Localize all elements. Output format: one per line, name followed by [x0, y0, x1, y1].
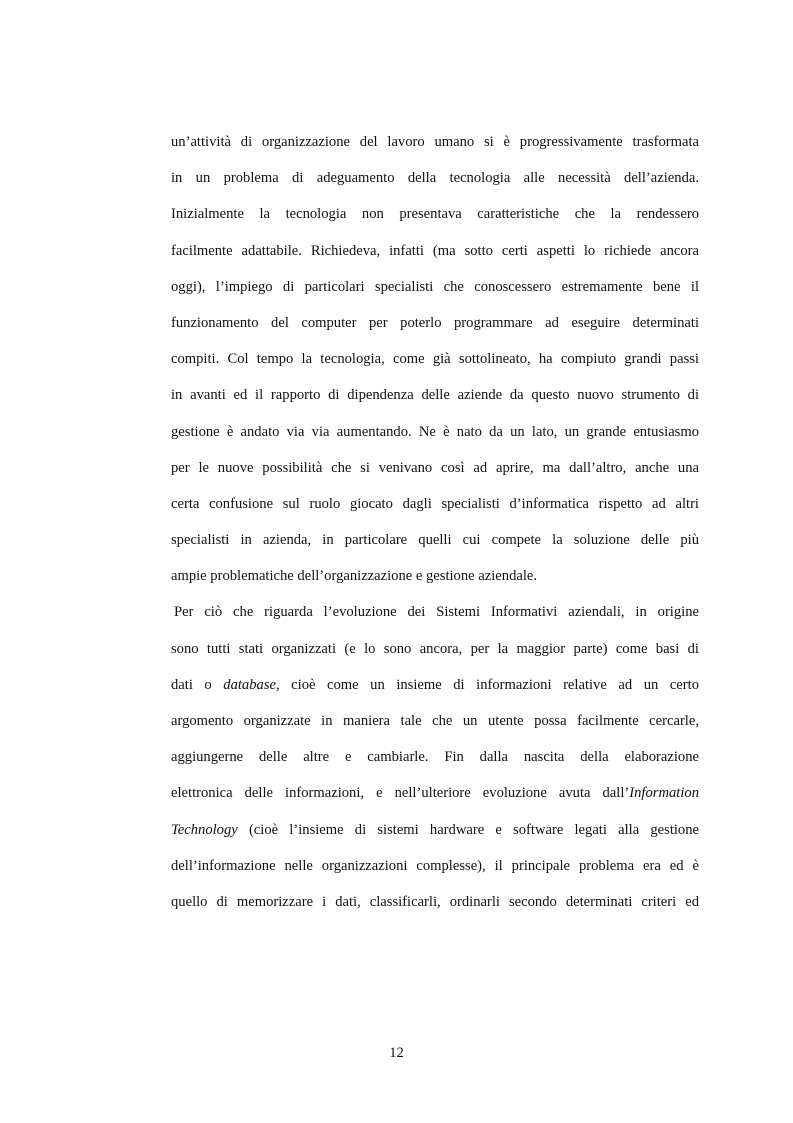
text-line: facilmente adattabile. Richiedeva, infatti (ma sotto certi aspetti lo richiede ancora [171, 242, 699, 259]
text-line: Inizialmente la tecnologia non presentava caratteristiche che la rendessero [171, 206, 699, 223]
text-line: certa confusione sul ruolo giocato dagli specialisti d’informatica rispetto ad altri [171, 495, 699, 512]
text-line: per le nuove possibilità che si venivano così ad aprire, ma dall’altro, anche una [171, 459, 699, 476]
paragraph-end-line: ampie problematiche dell’organizzazione e gestione aziendale. [171, 568, 538, 585]
text-line: dell’informazione nelle organizzazioni complesse), il principale problema era ed è [171, 857, 699, 874]
text-line: in avanti ed il rapporto di dipendenza delle aziende da questo nuovo strumento di [171, 387, 699, 404]
text-segment: (cioè l’insieme di sistemi hardware e software legati alla gestione [237, 821, 699, 838]
paragraph-start-line: Per ciò che riguarda l’evoluzione dei Sistemi Informativi aziendali, in origine [174, 604, 699, 621]
text-line-technology [171, 816, 699, 852]
text-line: quello di memorizzare i dati, classificarli, ordinarli secondo determinati criteri ed [171, 893, 699, 910]
emphasis-information: Information [629, 785, 699, 802]
text-line: aggiungerne delle altre e cambiarle. Fin dalla nascita della elaborazione [171, 749, 699, 766]
page-body [171, 128, 699, 924]
text-segment: elettronica delle informazioni, e nell’ulteriore evoluzione avuta dall’ [171, 785, 630, 802]
text-line: argomento organizzate in maniera tale che un utente possa facilmente cercarle, [171, 713, 699, 729]
text-line-information [171, 779, 699, 815]
text-line: specialisti in azienda, in particolare quelli cui compete la soluzione delle più [171, 532, 699, 549]
text-line: un’attività di organizzazione del lavoro umano si è progressivamente trasformata [171, 134, 699, 150]
emphasis-database: database [223, 676, 276, 693]
page-number: 12 [389, 1045, 404, 1061]
text-line: compiti. Col tempo la tecnologia, come già sottolineato, ha compiuto grandi passi [171, 351, 699, 368]
text-line: in un problema di adeguamento della tecnologia alle necessità dell’azienda. [171, 170, 699, 187]
text-line: funzionamento del computer per poterlo programmare ad eseguire determinati [171, 314, 699, 331]
text-segment: , cioè come un insieme di informazioni relative ad un certo [275, 676, 699, 693]
text-line: oggi), l’impiego di particolari specialisti che conoscessero estremamente bene il [171, 278, 699, 295]
text-line: gestione è andato via via aumentando. Ne è nato da un lato, un grande entusiasmo [171, 423, 699, 440]
text-line: sono tutti stati organizzati (e lo sono ancora, per la maggior parte) come basi di [171, 640, 699, 657]
text-line-database [171, 671, 699, 707]
emphasis-technology: Technology [171, 821, 238, 838]
text-segment: dati o [171, 676, 224, 693]
